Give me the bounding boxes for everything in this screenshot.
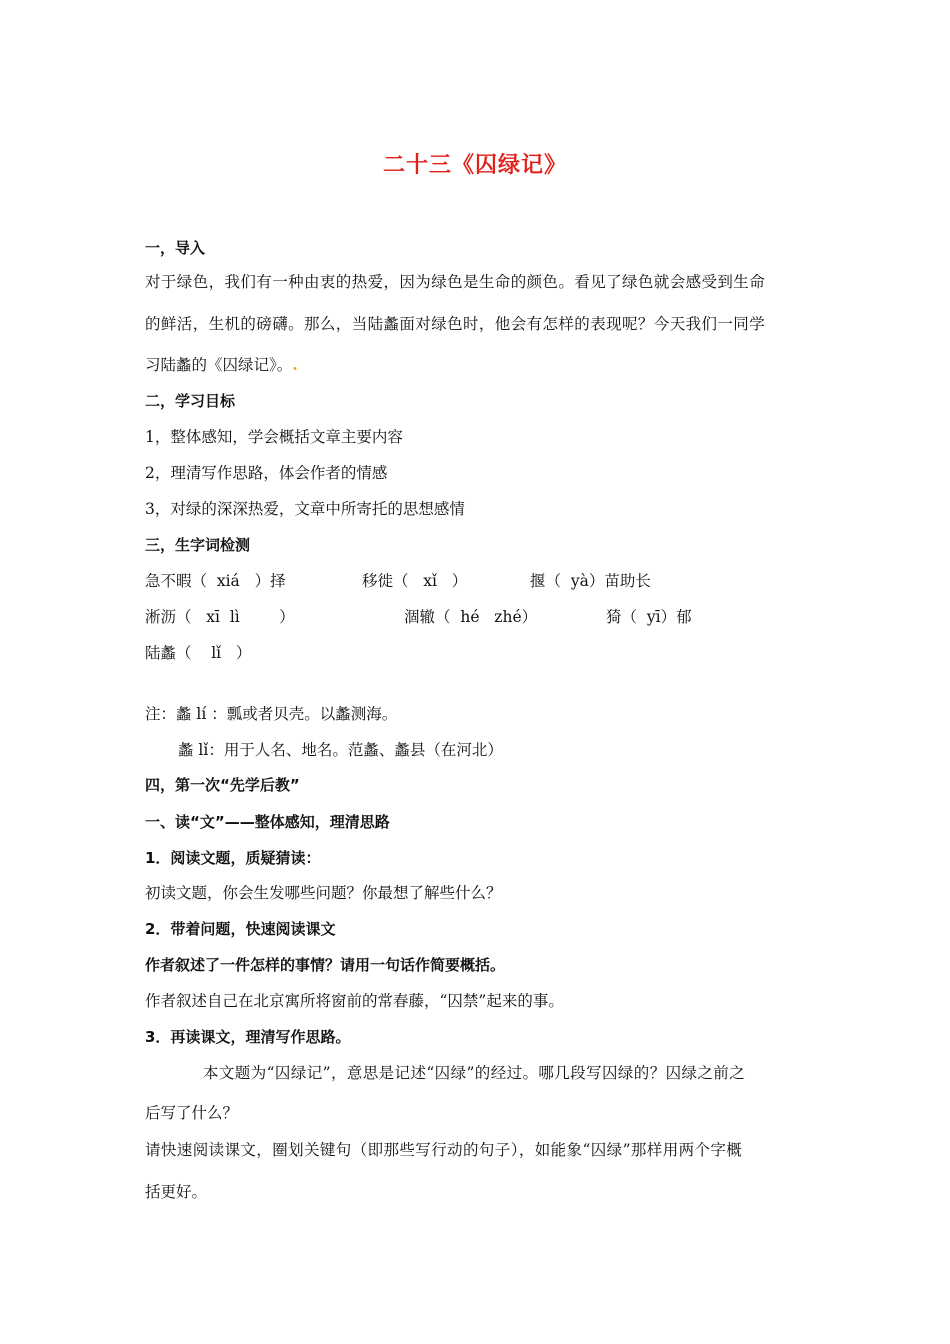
section-heading-goals: 二，学习目标 bbox=[145, 392, 236, 410]
step1-heading: 1．阅读文题，质疑猜读： bbox=[145, 849, 321, 867]
step2-heading: 2．带着问题，快速阅读课文 bbox=[145, 920, 336, 938]
goal-item: 1，整体感知，学会概括文章主要内容 bbox=[145, 428, 403, 446]
note-line-2: 蠡 lǐ：用于人名、地名。范蠡、蠡县（在河北） bbox=[178, 741, 503, 759]
goal-item: 2，理清写作思路，体会作者的情感 bbox=[145, 464, 388, 482]
section-heading-vocab: 三，生字词检测 bbox=[145, 536, 251, 554]
sub-heading-read: 一、读“文”——整体感知，理清思路 bbox=[145, 813, 390, 831]
section-heading-first-learn: 四，第一次“先学后教” bbox=[145, 776, 300, 794]
step3-para-line-1: 本文题为“囚绿记”，意思是记述“囚绿”的经过。哪几段写囚绿的？囚绿之前之 bbox=[203, 1064, 746, 1082]
vocab-item: 猗（ yī）郁 bbox=[606, 608, 692, 626]
intro-para-line-1: 对于绿色，我们有一种由衷的热爱，因为绿色是生命的颜色。看见了绿色就会感受到生命 bbox=[145, 273, 766, 291]
vocab-item: 淅沥（ xī lì ） bbox=[145, 608, 295, 626]
intro-para-line-2: 的鲜活，生机的磅礴。那么，当陆蠡面对绿色时，他会有怎样的表现呢？今天我们一同学 bbox=[145, 315, 766, 333]
step1-text: 初读文题，你会生发哪些问题？你最想了解些什么？ bbox=[145, 884, 502, 902]
vocab-item: 移徙（ xǐ ） bbox=[362, 572, 468, 590]
goal-item: 3，对绿的深深热爱，文章中所寄托的思想感情 bbox=[145, 500, 465, 518]
step3-para2-line-1: 请快速阅读课文，圈划关键句（即那些写行动的句子），如能象“囚绿”那样用两个字概 bbox=[145, 1141, 743, 1159]
step3-para-line-2: 后写了什么？ bbox=[145, 1104, 239, 1122]
step2-question: 作者叙述了一件怎样的事情？请用一句话作简要概括。 bbox=[145, 956, 506, 974]
step3-heading: 3．再读课文，理清写作思路。 bbox=[145, 1028, 351, 1046]
vocab-item: 急不暇（ xiá ）择 bbox=[145, 572, 286, 590]
document-title: 二十三《囚绿记》 bbox=[382, 153, 567, 178]
intro-para-line-3 bbox=[145, 355, 298, 375]
vocab-item: 涸辙（ hé zhé） bbox=[404, 608, 538, 626]
intro-para-line-3-text: 习陆蠡的《囚绿记》。 bbox=[145, 356, 293, 374]
step3-para2-line-2: 括更好。 bbox=[145, 1183, 208, 1201]
step2-answer: 作者叙述自己在北京寓所将窗前的常春藤，“囚禁”起来的事。 bbox=[145, 992, 564, 1010]
note-line-1: 注：蠡 lí ：瓢或者贝壳。以蠡测海。 bbox=[145, 705, 398, 723]
trailing-mark: . bbox=[292, 355, 298, 374]
section-heading-intro: 一，导入 bbox=[145, 239, 206, 257]
vocab-item: 揠（ yà）苗助长 bbox=[530, 572, 651, 590]
vocab-item: 陆蠡（ lǐ ） bbox=[145, 644, 252, 662]
